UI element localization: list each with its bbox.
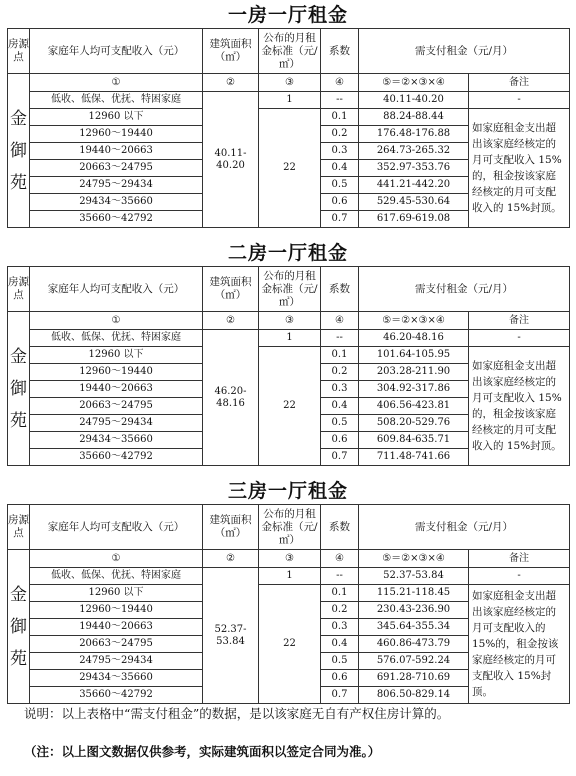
income-range: 12960 以下 bbox=[30, 347, 203, 364]
payable-rent: 345.64-355.34 bbox=[359, 619, 469, 636]
community-char: 御 bbox=[10, 140, 27, 161]
rent-section-1 bbox=[7, 4, 569, 228]
column-index: ⑤＝②×③×④ bbox=[359, 74, 469, 92]
remark-note: 如家庭租金支出超出该家庭经核定的月可支配收入的 15%的，租金按该家庭经核定的月可支配收入 15%封顶。 bbox=[469, 585, 570, 704]
community-char: 御 bbox=[10, 616, 27, 637]
community-cell bbox=[8, 74, 30, 228]
table-row bbox=[8, 330, 570, 347]
payable-rent: 617.69-619.08 bbox=[359, 211, 469, 228]
table-row bbox=[8, 347, 570, 364]
income-range: 35660～42792 bbox=[30, 211, 203, 228]
coefficient: 0.1 bbox=[321, 109, 359, 126]
coefficient: 0.4 bbox=[321, 160, 359, 177]
column-index: ① bbox=[30, 312, 203, 330]
column-index: ⑤＝②×③×④ bbox=[359, 312, 469, 330]
payable-rent: 691.28-710.69 bbox=[359, 670, 469, 687]
header-coefficient: 系数 bbox=[321, 505, 359, 550]
column-index: ⑤＝②×③×④ bbox=[359, 550, 469, 568]
income-range: 24795～29434 bbox=[30, 653, 203, 670]
header-source: 房源点 bbox=[8, 267, 30, 312]
column-index: ② bbox=[203, 550, 259, 568]
coefficient: 0.6 bbox=[321, 194, 359, 211]
header-rent-standard: 公布的月租金标准（元/㎡） bbox=[259, 267, 321, 312]
payable-rent: 576.07-592.24 bbox=[359, 653, 469, 670]
header-area: 建筑面积（㎡） bbox=[203, 29, 259, 74]
income-range: 12960～19440 bbox=[30, 126, 203, 143]
community-char: 金 bbox=[10, 108, 27, 129]
header-row bbox=[8, 505, 570, 550]
header-remark: 备注 bbox=[469, 550, 570, 568]
coefficient: 0.3 bbox=[321, 381, 359, 398]
payable-rent: 46.20-48.16 bbox=[359, 330, 469, 347]
payable-rent: 176.48-176.88 bbox=[359, 126, 469, 143]
footer-disclaimer: （注：以上图文数据仅供参考，实际建筑面积以签定合同为准。） bbox=[24, 744, 381, 759]
header-coefficient: 系数 bbox=[321, 267, 359, 312]
rent-standard-special: 1 bbox=[259, 92, 321, 109]
payable-rent: 203.28-211.90 bbox=[359, 364, 469, 381]
income-range: 12960～19440 bbox=[30, 364, 203, 381]
community-char: 御 bbox=[10, 378, 27, 399]
coefficient: 0.5 bbox=[321, 415, 359, 432]
payable-rent: 609.84-635.71 bbox=[359, 432, 469, 449]
remark-note: 如家庭租金支出超出该家庭经核定的月可支配收入 15%的，租金按该家庭经核定的月可支配收入的 15%封顶。 bbox=[469, 347, 570, 466]
coefficient: -- bbox=[321, 330, 359, 347]
coefficient: 0.4 bbox=[321, 398, 359, 415]
table-row bbox=[8, 585, 570, 602]
rent-standard: 22 bbox=[259, 109, 321, 228]
header-row bbox=[8, 29, 570, 74]
remark-note: 如家庭租金支出超出该家庭经核定的月可支配收入 15%的，租金按该家庭经核定的月可支配收入的 15%封顶。 bbox=[469, 109, 570, 228]
header-source: 房源点 bbox=[8, 29, 30, 74]
rent-section-3 bbox=[7, 480, 569, 704]
coefficient: 0.2 bbox=[321, 602, 359, 619]
payable-rent: 406.56-423.81 bbox=[359, 398, 469, 415]
rent-table bbox=[7, 504, 570, 704]
remark-dash: - bbox=[469, 92, 570, 109]
income-range: 低收、低保、优抚、特困家庭 bbox=[30, 568, 203, 585]
coefficient: -- bbox=[321, 92, 359, 109]
header-payable-rent: 需支付租金（元/月） bbox=[359, 505, 570, 550]
community-char: 金 bbox=[10, 346, 27, 367]
rent-standard: 22 bbox=[259, 585, 321, 704]
income-range: 20663～24795 bbox=[30, 398, 203, 415]
payable-rent: 352.97-353.76 bbox=[359, 160, 469, 177]
coefficient: 0.5 bbox=[321, 177, 359, 194]
payable-rent: 304.92-317.86 bbox=[359, 381, 469, 398]
payable-rent: 806.50-829.14 bbox=[359, 687, 469, 704]
footer-explain: 说明：以上表格中“需支付租金”的数据，是以该家庭无自有产权住房计算的。 bbox=[24, 706, 450, 721]
rent-table bbox=[7, 266, 570, 466]
rent-standard-special: 1 bbox=[259, 568, 321, 585]
header-area: 建筑面积（㎡） bbox=[203, 267, 259, 312]
column-index: ② bbox=[203, 74, 259, 92]
building-area: 52.37-53.84 bbox=[203, 568, 259, 704]
income-range: 20663～24795 bbox=[30, 636, 203, 653]
table-row bbox=[8, 568, 570, 585]
payable-rent: 264.73-265.32 bbox=[359, 143, 469, 160]
header-payable-rent: 需支付租金（元/月） bbox=[359, 267, 570, 312]
column-index: ② bbox=[203, 312, 259, 330]
income-range: 29434～35660 bbox=[30, 194, 203, 211]
coefficient: 0.5 bbox=[321, 653, 359, 670]
income-range: 20663～24795 bbox=[30, 160, 203, 177]
column-index: ④ bbox=[321, 74, 359, 92]
income-range: 低收、低保、优抚、特困家庭 bbox=[30, 330, 203, 347]
income-range: 19440～20663 bbox=[30, 381, 203, 398]
header-income: 家庭年人均可支配收入（元） bbox=[30, 505, 203, 550]
column-index: ① bbox=[30, 74, 203, 92]
payable-rent: 711.48-741.66 bbox=[359, 449, 469, 466]
header-payable-rent: 需支付租金（元/月） bbox=[359, 29, 570, 74]
index-row bbox=[8, 312, 570, 330]
income-range: 24795～29434 bbox=[30, 177, 203, 194]
column-index: ③ bbox=[259, 550, 321, 568]
income-range: 19440～20663 bbox=[30, 143, 203, 160]
section-title: 三房一厅租金 bbox=[227, 480, 348, 502]
coefficient: 0.6 bbox=[321, 432, 359, 449]
income-range: 19440～20663 bbox=[30, 619, 203, 636]
header-rent-standard: 公布的月租金标准（元/㎡） bbox=[259, 505, 321, 550]
column-index: ④ bbox=[321, 550, 359, 568]
rent-table bbox=[7, 28, 570, 228]
header-area: 建筑面积（㎡） bbox=[203, 505, 259, 550]
header-row bbox=[8, 267, 570, 312]
community-char: 金 bbox=[10, 584, 27, 605]
payable-rent: 529.45-530.64 bbox=[359, 194, 469, 211]
coefficient: 0.6 bbox=[321, 670, 359, 687]
coefficient: 0.4 bbox=[321, 636, 359, 653]
payable-rent: 441.21-442.20 bbox=[359, 177, 469, 194]
payable-rent: 115.21-118.45 bbox=[359, 585, 469, 602]
payable-rent: 88.24-88.44 bbox=[359, 109, 469, 126]
header-coefficient: 系数 bbox=[321, 29, 359, 74]
coefficient: 0.1 bbox=[321, 347, 359, 364]
coefficient: 0.7 bbox=[321, 449, 359, 466]
coefficient: 0.2 bbox=[321, 126, 359, 143]
payable-rent: 460.86-473.79 bbox=[359, 636, 469, 653]
header-source: 房源点 bbox=[8, 505, 30, 550]
column-index: ④ bbox=[321, 312, 359, 330]
table-row bbox=[8, 92, 570, 109]
header-rent-standard: 公布的月租金标准（元/㎡） bbox=[259, 29, 321, 74]
index-row bbox=[8, 74, 570, 92]
income-range: 35660～42792 bbox=[30, 687, 203, 704]
coefficient: 0.7 bbox=[321, 687, 359, 704]
section-title: 一房一厅租金 bbox=[227, 4, 348, 26]
column-index: ③ bbox=[259, 312, 321, 330]
community-cell bbox=[8, 312, 30, 466]
community-cell bbox=[8, 550, 30, 704]
income-range: 12960 以下 bbox=[30, 585, 203, 602]
rent-standard: 22 bbox=[259, 347, 321, 466]
column-index: ③ bbox=[259, 74, 321, 92]
remark-dash: - bbox=[469, 568, 570, 585]
income-range: 12960 以下 bbox=[30, 109, 203, 126]
table-row bbox=[8, 109, 570, 126]
income-range: 12960～19440 bbox=[30, 602, 203, 619]
coefficient: 0.3 bbox=[321, 143, 359, 160]
header-remark: 备注 bbox=[469, 312, 570, 330]
payable-rent: 52.37-53.84 bbox=[359, 568, 469, 585]
rent-standard-special: 1 bbox=[259, 330, 321, 347]
header-income: 家庭年人均可支配收入（元） bbox=[30, 29, 203, 74]
rent-section-2 bbox=[7, 242, 569, 466]
coefficient: 0.3 bbox=[321, 619, 359, 636]
building-area: 40.11-40.20 bbox=[203, 92, 259, 228]
community-char: 苑 bbox=[10, 172, 27, 193]
coefficient: 0.2 bbox=[321, 364, 359, 381]
section-title: 二房一厅租金 bbox=[227, 242, 348, 264]
column-index: ① bbox=[30, 550, 203, 568]
income-range: 29434～35660 bbox=[30, 670, 203, 687]
payable-rent: 508.20-529.76 bbox=[359, 415, 469, 432]
payable-rent: 101.64-105.95 bbox=[359, 347, 469, 364]
index-row bbox=[8, 550, 570, 568]
coefficient: 0.1 bbox=[321, 585, 359, 602]
remark-dash: - bbox=[469, 330, 570, 347]
payable-rent: 40.11-40.20 bbox=[359, 92, 469, 109]
coefficient: -- bbox=[321, 568, 359, 585]
header-remark: 备注 bbox=[469, 74, 570, 92]
building-area: 46.20-48.16 bbox=[203, 330, 259, 466]
income-range: 24795～29434 bbox=[30, 415, 203, 432]
community-char: 苑 bbox=[10, 648, 27, 669]
coefficient: 0.7 bbox=[321, 211, 359, 228]
community-char: 苑 bbox=[10, 410, 27, 431]
income-range: 35660～42792 bbox=[30, 449, 203, 466]
header-income: 家庭年人均可支配收入（元） bbox=[30, 267, 203, 312]
payable-rent: 230.43-236.90 bbox=[359, 602, 469, 619]
income-range: 低收、低保、优抚、特困家庭 bbox=[30, 92, 203, 109]
income-range: 29434～35660 bbox=[30, 432, 203, 449]
